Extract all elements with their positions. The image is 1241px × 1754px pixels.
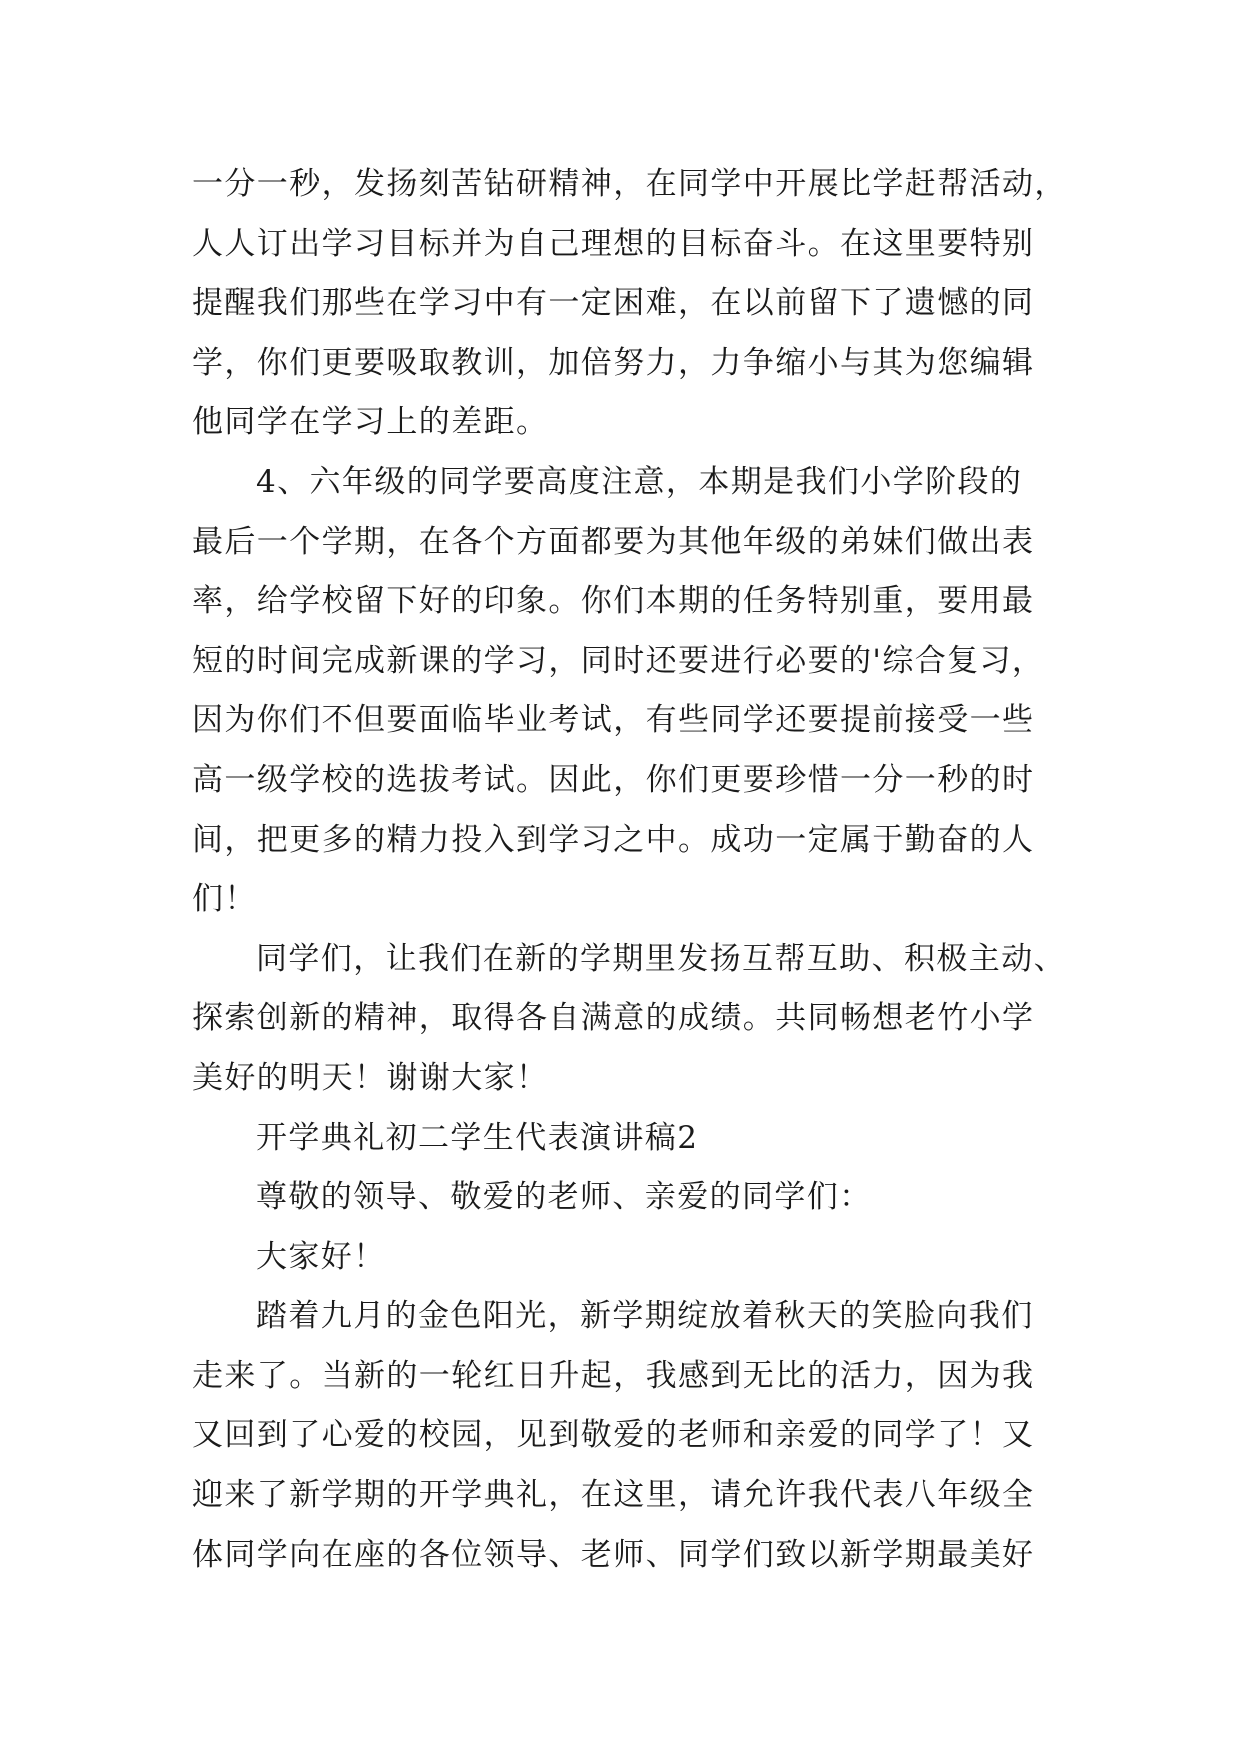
- text-line: 一分一秒，发扬刻苦钻研精神，在同学中开展比学赶帮活动，: [192, 166, 1067, 202]
- text-line: 高一级学校的选拔考试。因此，你们更要珍惜一分一秒的时: [192, 761, 1035, 798]
- text-line: 迎来了新学期的开学典礼，在这里，请允许我代表八年级全: [192, 1477, 1035, 1514]
- text-line: 学，你们更要吸取教训，加倍努力，力争缩小与其为您编辑: [192, 344, 1035, 381]
- paragraph-start-line: 同学们，让我们在新的学期里发扬互帮互助、积极主动、: [256, 940, 1066, 977]
- text-line: 最后一个学期，在各个方面都要为其他年级的弟妹们做出表: [192, 523, 1035, 560]
- text-line: 因为你们不但要面临毕业考试，有些同学还要提前接受一些: [192, 702, 1035, 739]
- paragraph-start-line: 4、六年级的同学要高度注意，本期是我们小学阶段的: [256, 463, 1023, 500]
- text-line: 又回到了心爱的校园，见到敬爱的老师和亲爱的同学了！又: [192, 1417, 1035, 1454]
- text-line: 提醒我们那些在学习中有一定困难，在以前留下了遗憾的同: [192, 285, 1035, 322]
- text-line: 短的时间完成新课的学习，同时还要进行必要的'综合复习，: [192, 642, 1045, 679]
- document-body: [192, 155, 1072, 1585]
- text-line: 探索创新的精神，取得各自满意的成绩。共同畅想老竹小学: [192, 1000, 1035, 1037]
- text-line: 间，把更多的精力投入到学习之中。成功一定属于勤奋的人: [192, 821, 1035, 858]
- text-line: 他同学在学习上的差距。: [192, 404, 549, 441]
- text-line: 人人订出学习目标并为自己理想的目标奋斗。在这里要特别: [192, 225, 1035, 262]
- section-title: 开学典礼初二学生代表演讲稿2: [256, 1119, 699, 1156]
- paragraph-start-line: 踏着九月的金色阳光，新学期绽放着秋天的笑脸向我们: [256, 1298, 1034, 1335]
- text-line: 率，给学校留下好的印象。你们本期的任务特别重，要用最: [192, 583, 1035, 620]
- text-line: 们！: [192, 881, 257, 918]
- salutation: 尊敬的领导、敬爱的老师、亲爱的同学们：: [256, 1179, 872, 1216]
- text-line: 美好的明天！谢谢大家！: [192, 1059, 549, 1096]
- text-line: 走来了。当新的一轮红日升起，我感到无比的活力，因为我: [192, 1357, 1035, 1394]
- text-line: 体同学向在座的各位领导、老师、同学们致以新学期最美好: [192, 1536, 1035, 1573]
- greeting: 大家好！: [256, 1238, 386, 1275]
